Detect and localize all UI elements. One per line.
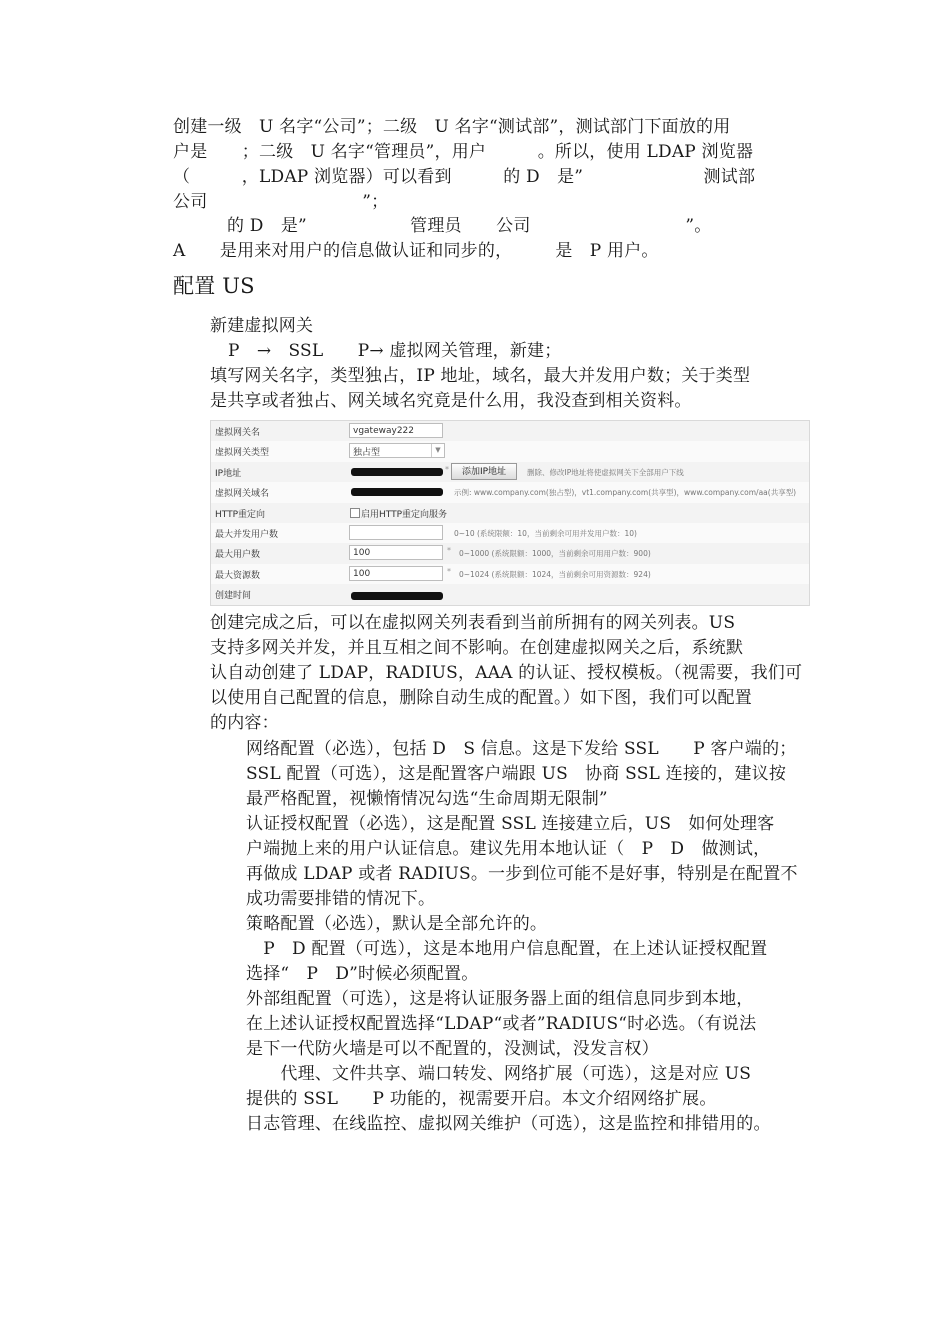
chevron-down-icon: ▼ [431, 444, 444, 457]
field-label: 创建时间 [215, 591, 252, 602]
required-mark: * [447, 566, 451, 576]
text-line: 以使用自己配置的信息，删除自动生成的配置。）如下图，我们可以配置 [210, 688, 752, 708]
text-line: 代理、文件共享、端口转发、网络扩展（可选），这是对应 US [246, 1064, 752, 1084]
max-concurrent-input[interactable] [349, 525, 443, 540]
form-row-max-concurrent [211, 523, 809, 543]
field-label: 最大用户数 [215, 550, 261, 561]
text-line: 是共享或者独占、网关域名究竟是什么用，我没查到相关资料。 [210, 391, 692, 411]
text-line: 网络配置（必选），包括 D S 信息。这是下发给 SSL P 客户端的； [246, 739, 797, 759]
text-line: 户是 ；二级 U 名字“管理员”，用户 。所以，使用 LDAP 浏览器 [173, 142, 754, 162]
max-concurrent-hint: 0~10 (系统限额：10，当前剩余可用并发用户数：10) [454, 529, 637, 538]
redacted-created-time [351, 592, 443, 600]
text-line: 公司 ”； [173, 192, 389, 212]
form-row-created-time [211, 584, 809, 604]
field-label: 虚拟网关域名 [215, 489, 270, 500]
redacted-domain-field[interactable] [351, 488, 443, 496]
form-row-domain [211, 482, 809, 502]
text-line: 创建完成之后，可以在虚拟网关列表看到当前所拥有的网关列表。US [210, 613, 736, 633]
text-line: 新建虚拟网关 [210, 316, 314, 336]
text-line: 日志管理、在线监控、虚拟网关维护（可选），这是监控和排错用的。 [246, 1114, 771, 1134]
text-line: A 是用来对用户的信息做认证和同步的， 是 P 用户。 [173, 241, 659, 261]
form-row-max-resources [211, 564, 809, 584]
field-label: 最大资源数 [215, 570, 261, 581]
max-resources-input[interactable]: 100 [349, 566, 443, 581]
required-mark: * [447, 546, 451, 556]
required-mark: * [445, 464, 449, 474]
form-row-gateway-name [211, 421, 809, 441]
redacted-ip-field[interactable] [351, 468, 443, 476]
field-label: 最大并发用户数 [215, 530, 279, 540]
section-heading: 配置 US [173, 274, 255, 298]
text-line: 在上述认证授权配置选择“LDAP“或者”RADIUS“时必选。（有说法 [246, 1014, 757, 1034]
form-row-gateway-type [211, 441, 809, 461]
text-line: 外部组配置（可选），这是将认证服务器上面的组信息同步到本地， [246, 989, 754, 1009]
http-redirect-checkbox[interactable] [350, 508, 360, 518]
add-ip-button[interactable]: 添加IP地址 [451, 463, 517, 480]
field-label: IP地址 [215, 468, 242, 479]
gateway-type-value: 独占型 [353, 448, 381, 459]
text-line: 支持多网关并发，并且互相之间不影响。在创建虚拟网关之后，系统默 [210, 638, 744, 658]
text-line: 的内容： [210, 713, 279, 733]
text-line: 填写网关名字，类型独占，IP 地址，域名，最大并发用户数；关于类型 [210, 366, 751, 386]
text-line: 选择“ P D”时候必须配置。 [246, 964, 479, 984]
gateway-form-screenshot [210, 420, 810, 606]
field-label: 虚拟网关类型 [215, 448, 270, 459]
text-line: （ ，LDAP 浏览器）可以看到 的 D 是” 测试部 [173, 167, 756, 187]
text-line: 策略配置（必选），默认是全部允许的。 [246, 914, 548, 934]
max-users-input[interactable]: 100 [349, 545, 443, 560]
gateway-type-select[interactable] [349, 443, 445, 458]
http-redirect-label: 启用HTTP重定向服务 [361, 509, 448, 520]
domain-hint: 示例: www.company.com(独占型)，vt1.company.com(共享型)，www.company.com/aa(共享型) [454, 488, 797, 498]
form-row-http-redirect [211, 503, 809, 523]
text-line: 最严格配置，视懒惰情况勾选“生命周期无限制” [246, 789, 608, 809]
form-row-max-users [211, 543, 809, 563]
text-line: P D 配置（可选），这是本地用户信息配置，在上述认证授权配置 [246, 939, 768, 959]
field-label: 虚拟网关名 [215, 428, 261, 438]
max-users-hint: 0~1000 (系统限额：1000，当前剩余可用用户数：900) [459, 549, 651, 559]
max-resources-hint: 0~1024 (系统限额：1024，当前剩余可用资源数：924) [459, 569, 651, 579]
text-line: 的 D 是” 管理员 公司 ”。 [227, 216, 712, 236]
text-line: 认自动创建了 LDAP，RADIUS，AAA 的认证、授权模板。（视需要，我们可 [210, 663, 803, 683]
field-label: HTTP重定向 [215, 509, 266, 520]
text-line: SSL 配置（可选），这是配置客户端跟 US 协商 SSL 连接的，建议按 [246, 764, 787, 784]
text-line: 户端抛上来的用户认证信息。建议先用本地认证（ P D 做测试， [246, 839, 771, 859]
text-line: 认证授权配置（必选），这是配置 SSL 连接建立后，US 如何处理客 [246, 814, 775, 834]
text-line: 成功需要排错的情况下。 [246, 889, 436, 909]
ip-hint: 删除、修改IP地址将使虚拟网关下全部用户下线 [527, 467, 684, 477]
text-line: 是下一代防火墙是可以不配置的，没测试，没发言权） [246, 1039, 659, 1059]
text-line: P → SSL P→ 虚拟网关管理，新建； [228, 341, 562, 361]
text-line: 再做成 LDAP 或者 RADIUS。一步到位可能不是好事，特别是在配置不 [246, 864, 798, 884]
form-row-ip [211, 462, 809, 482]
text-line: 提供的 SSL P 功能的，视需要开启。本文介绍网络扩展。 [246, 1089, 717, 1109]
gateway-name-input[interactable]: vgateway222 [349, 423, 443, 438]
text-line: 创建一级 U 名字“公司”；二级 U 名字“测试部”，测试部门下面放的用 [173, 117, 731, 137]
